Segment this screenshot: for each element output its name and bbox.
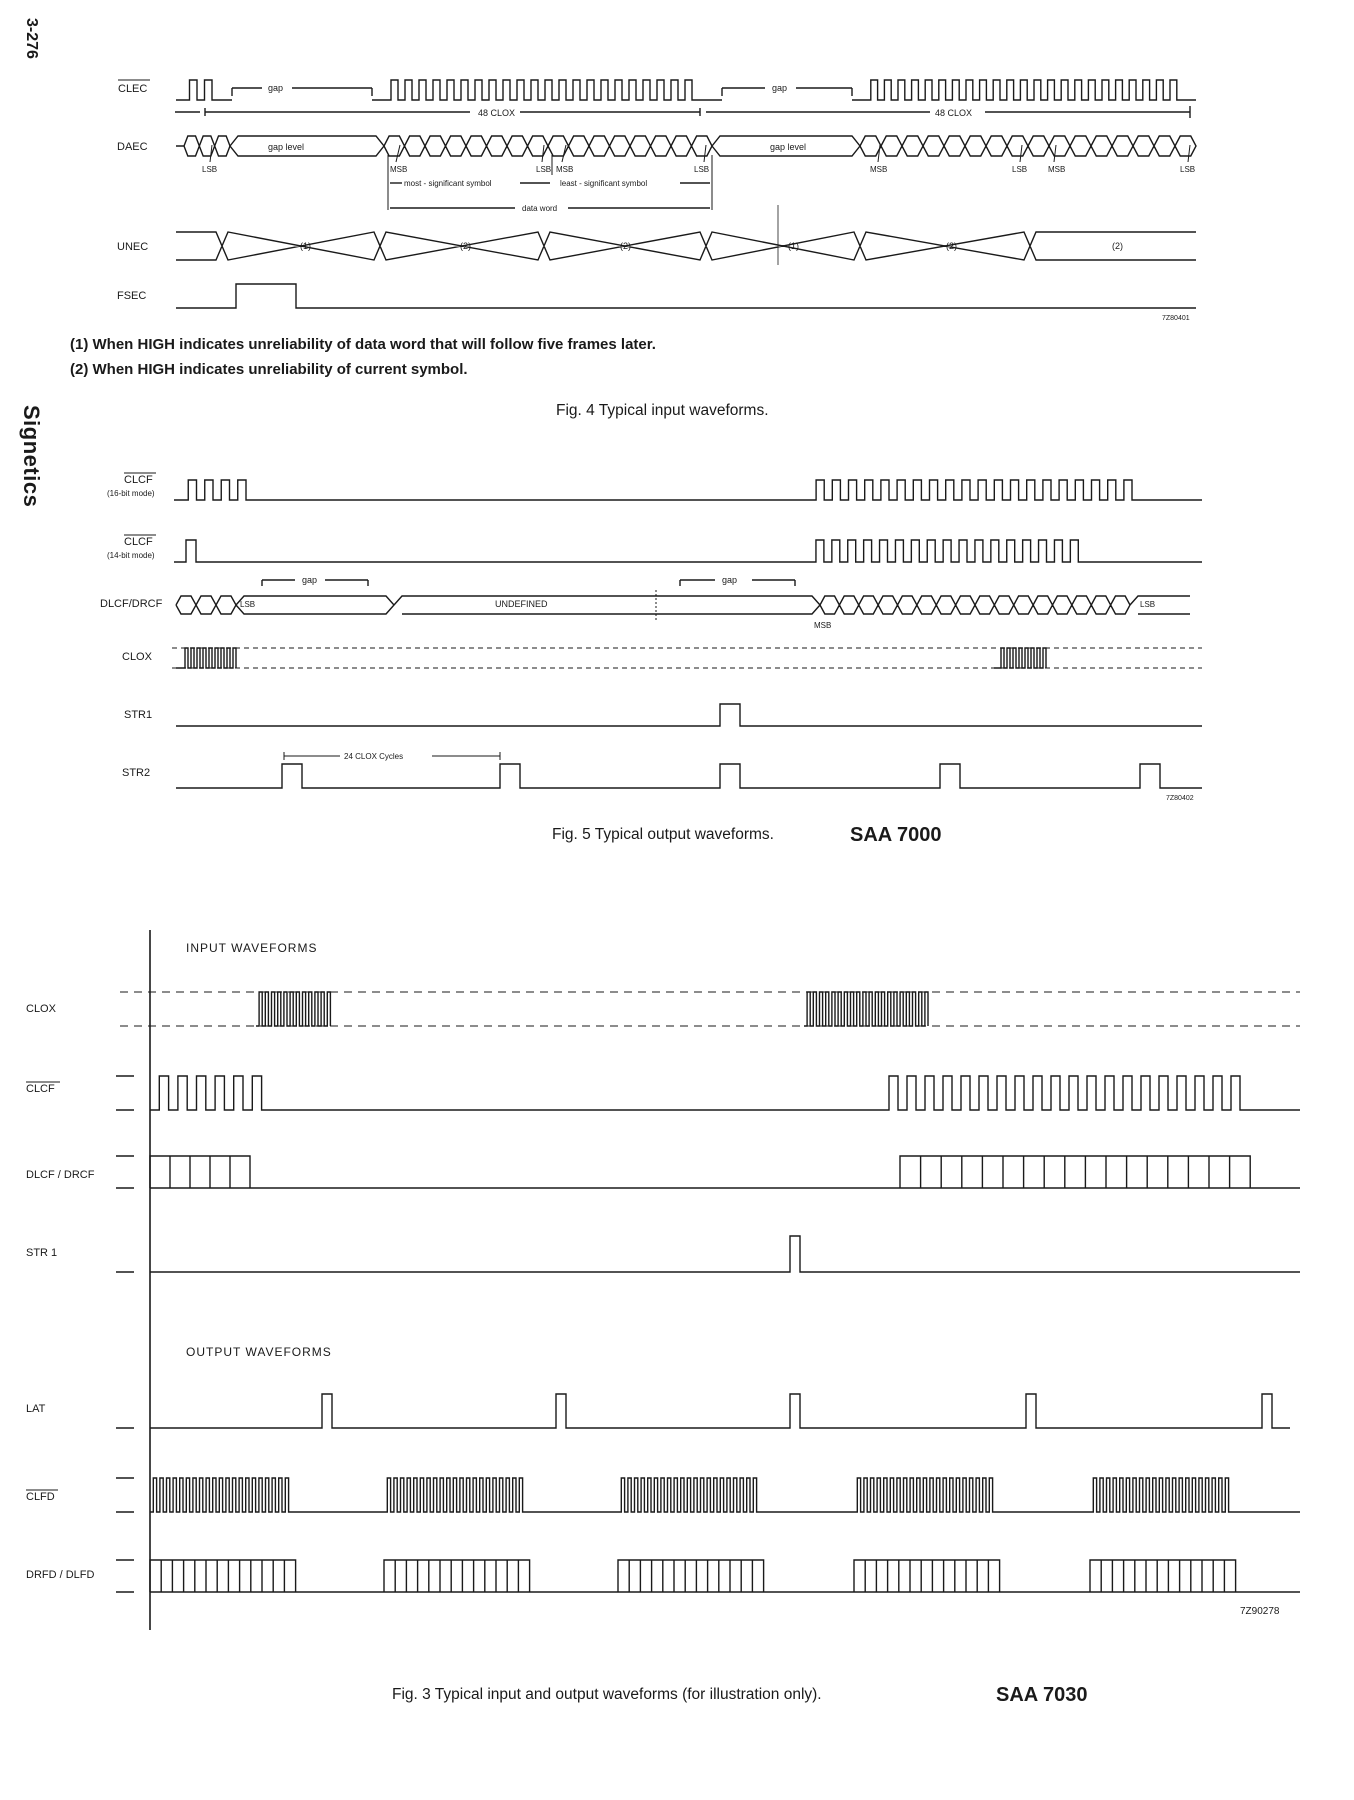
fig3-dlcf-wave-a bbox=[150, 1156, 900, 1188]
fig3-clox-burst-b bbox=[804, 992, 928, 1026]
fig4-lsb-1: LSB bbox=[202, 165, 218, 174]
fig5-str1-wave bbox=[176, 704, 1202, 726]
fig5-label-str2: STR2 bbox=[122, 767, 151, 779]
fig5-24-clox: 24 CLOX Cycles bbox=[344, 752, 404, 761]
fig4-unec-wave bbox=[176, 232, 1196, 260]
fig3-label-dlcf: DLCF / DRCF bbox=[26, 1169, 95, 1181]
fig4-gap-level-2: gap level bbox=[770, 142, 807, 152]
fig4-clec-wave-b bbox=[372, 80, 722, 100]
fig5-code: 7Z80402 bbox=[1166, 795, 1194, 802]
fig3-label-clox: CLOX bbox=[26, 1003, 56, 1015]
fig4-daec-wave-d bbox=[860, 136, 1196, 156]
fig5-gap-2: gap bbox=[722, 575, 738, 585]
fig5-part-number: SAA 7000 bbox=[850, 824, 942, 846]
fig5-lsb-1: LSB bbox=[240, 600, 256, 609]
fig4-label-clec: CLEC bbox=[118, 83, 148, 95]
fig4-daec-wave-b bbox=[230, 136, 384, 156]
fig4-unec-5: (2) bbox=[946, 241, 957, 251]
fig4-label-daec: DAEC bbox=[117, 141, 148, 153]
fig4-unec-3: (2) bbox=[620, 241, 631, 251]
fig3-input-title: INPUT WAVEFORMS bbox=[186, 941, 318, 955]
fig5-caption: Fig. 5 Typical output waveforms. bbox=[552, 826, 774, 843]
fig4-unec-6: (2) bbox=[1112, 241, 1123, 251]
fig4-most-significant: most - significant symbol bbox=[404, 179, 492, 188]
fig4-48clox-1: 48 CLOX bbox=[478, 108, 516, 118]
fig3-caption: Fig. 3 Typical input and output waveforms (for illustration only). bbox=[392, 1686, 822, 1703]
fig4-data-word: data word bbox=[522, 204, 558, 213]
fig3-label-clcf: CLCF bbox=[26, 1083, 55, 1095]
fig3-clfd-wave bbox=[150, 1478, 1300, 1512]
fig5-label-str1: STR1 bbox=[124, 709, 153, 721]
fig5-label-clcf14: CLCF bbox=[124, 536, 153, 548]
fig5-diagram bbox=[100, 473, 1202, 802]
fig3-clox-burst-a bbox=[256, 992, 330, 1026]
fig5-str2-wave bbox=[176, 764, 1202, 788]
fig3-lat-wave bbox=[116, 1394, 1290, 1428]
fig5-clox-burst-b bbox=[994, 648, 1046, 668]
fig4-unec-2: (2) bbox=[460, 241, 471, 251]
fig4-code: 7Z80401 bbox=[1162, 315, 1190, 322]
fig4-clec-wave-c bbox=[852, 80, 1196, 100]
fig4-lsb-3: LSB bbox=[694, 165, 710, 174]
fig3-clcf-wave-b bbox=[880, 1076, 1300, 1110]
fig5-msb: MSB bbox=[814, 621, 832, 630]
fig3-label-drfd: DRFD / DLFD bbox=[26, 1569, 95, 1581]
fig4-48clox-2: 48 CLOX bbox=[935, 108, 973, 118]
fig4-diagram bbox=[117, 80, 1196, 322]
fig4-gap-2: gap bbox=[772, 83, 788, 93]
fig3-label-str1: STR 1 bbox=[26, 1247, 58, 1259]
fig4-caption: Fig. 4 Typical input waveforms. bbox=[556, 402, 769, 419]
page-number: 3-276 bbox=[23, 18, 40, 59]
fig4-least-significant: least - significant symbol bbox=[560, 179, 648, 188]
fig4-note-2: (2) When HIGH indicates unreliability of current symbol. bbox=[70, 361, 468, 378]
fig4-gap-level-1: gap level bbox=[268, 142, 305, 152]
fig5-dlcf-wave-b bbox=[660, 596, 1190, 614]
fig3-diagram bbox=[26, 930, 1300, 1630]
fig4-clec-wave-a bbox=[176, 80, 232, 100]
fig4-lsb-5: LSB bbox=[1180, 165, 1196, 174]
fig4-label-unec: UNEC bbox=[117, 241, 149, 253]
fig4-note-1: (1) When HIGH indicates unreliability of data word that will follow five frames later. bbox=[70, 336, 656, 353]
fig3-label-lat: LAT bbox=[26, 1403, 46, 1415]
fig4-msb-3: MSB bbox=[870, 165, 888, 174]
fig3-drfd-wave bbox=[150, 1560, 1300, 1592]
fig4-msb-2: MSB bbox=[556, 165, 574, 174]
fig3-dlcf-wave-b bbox=[900, 1156, 1300, 1188]
fig4-msb-1: MSB bbox=[390, 165, 408, 174]
fig5-undefined: UNDEFINED bbox=[495, 599, 548, 609]
fig5-clcf16-wave bbox=[174, 480, 1202, 500]
fig5-mode14: (14-bit mode) bbox=[107, 551, 155, 560]
fig5-lsb-2: LSB bbox=[1140, 600, 1156, 609]
fig4-unec-1: (1) bbox=[300, 241, 311, 251]
fig3-output-title: OUTPUT WAVEFORMS bbox=[186, 1345, 332, 1359]
fig4-label-fsec: FSEC bbox=[117, 290, 147, 302]
fig3-str1-wave bbox=[116, 1236, 1300, 1272]
fig3-code: 7Z90278 bbox=[1240, 1606, 1280, 1617]
fig3-clcf-wave-a bbox=[150, 1076, 880, 1110]
fig4-lsb-4: LSB bbox=[1012, 165, 1028, 174]
fig4-msb-4: MSB bbox=[1048, 165, 1066, 174]
fig5-mode16: (16-bit mode) bbox=[107, 489, 155, 498]
fig5-gap-1: gap bbox=[302, 575, 318, 585]
fig5-clox-burst-a bbox=[176, 648, 236, 668]
fig3-part-number: SAA 7030 bbox=[996, 1684, 1088, 1706]
fig5-label-clox: CLOX bbox=[122, 651, 152, 663]
brand-label: Signetics bbox=[19, 405, 44, 508]
fig3-label-clfd: CLFD bbox=[26, 1491, 55, 1503]
fig4-lsb-2: LSB bbox=[536, 165, 552, 174]
fig5-label-clcf16: CLCF bbox=[124, 474, 153, 486]
fig5-clcf14-wave bbox=[174, 540, 1202, 562]
fig4-daec-wave-a bbox=[176, 136, 230, 156]
fig5-label-dlcf: DLCF/DRCF bbox=[100, 598, 163, 610]
fig4-fsec-wave bbox=[176, 284, 1196, 308]
fig4-unec-4: (1) bbox=[788, 241, 799, 251]
fig4-gap-1: gap bbox=[268, 83, 284, 93]
